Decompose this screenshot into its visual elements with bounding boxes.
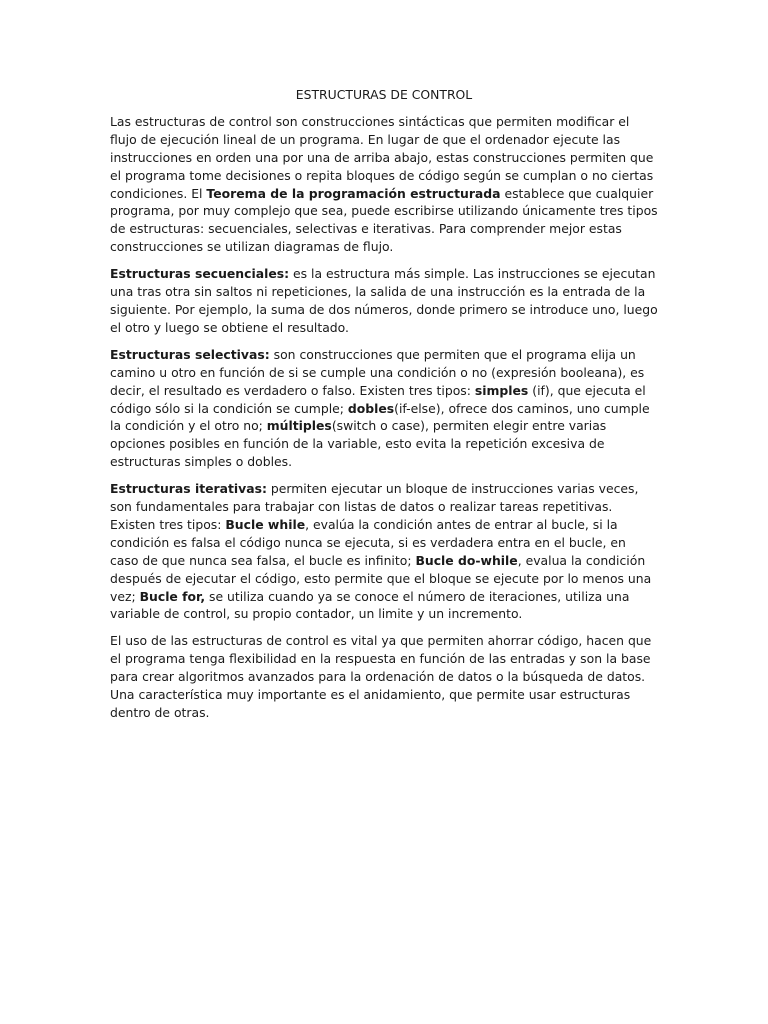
- sequential-heading: Estructuras secuenciales:: [110, 266, 290, 282]
- document-body: [110, 86, 658, 731]
- iterative-text-2: , evalúa la condición antes de entrar al bucle, si la condición es falsa el código nunca se ejecuta, si es verdadera entra en el bucle, en caso de que nunca sea falsa, el bucle es infinito;: [110, 516, 626, 568]
- iterative-bold-for: Bucle for,: [139, 588, 206, 604]
- intro-paragraph: [110, 113, 658, 256]
- iterative-text-4: se utiliza cuando ya se conoce el número de iteraciones, utiliza una variable de control, su propio contador, un limite y un incremento.: [110, 588, 630, 622]
- iterative-heading: Estructuras iterativas:: [110, 481, 267, 497]
- intro-text-1: Las estructuras de control son construcciones sintácticas que permiten modificar el flujo de ejecución lineal de un programa. En lugar de que el ordenador ejecute las instrucciones en orden una por una de arriba abajo, estas construcciones permiten que el programa tome decisiones o repita bloques de código según se cumplan o no ciertas condiciones. El: [110, 113, 654, 201]
- iterative-text-1: permiten ejecutar un bloque de instrucciones varias veces, son fundamentales para trabajar con listas de datos o realizar tareas repetitivas. Existen tres tipos:: [110, 481, 639, 532]
- selective-text-1: son construcciones que permiten que el programa elija un camino u otro en función de si se cumple una condición o no (expresión booleana), es decir, el resultado es verdadero o falso. Existen tres tipos:: [110, 346, 645, 398]
- sequential-text: es la estructura más simple. Las instrucciones se ejecutan una tras otra sin saltos ni repeticiones, la salida de una instrucción es la entrada de la siguiente. Por ejemplo, la suma de dos números, donde primero se introduce uno, luego el otro y luego se obtiene el resultado.: [110, 266, 658, 335]
- iterative-paragraph: [110, 480, 658, 623]
- selective-bold-dobles: dobles: [347, 400, 395, 416]
- iterative-bold-while: Bucle while: [225, 516, 306, 532]
- document-title: ESTRUCTURAS DE CONTROL: [295, 87, 473, 102]
- sequential-paragraph: [110, 265, 658, 337]
- selective-bold-multiples: múltiples: [266, 418, 332, 434]
- selective-paragraph: [110, 346, 658, 471]
- conclusion-paragraph: [110, 632, 658, 722]
- iterative-bold-do-while: Bucle do-while: [415, 552, 518, 568]
- selective-text-2: (if), que ejecuta el código sólo si la condición se cumple;: [110, 382, 646, 416]
- selective-heading: Estructuras selectivas:: [110, 346, 270, 362]
- selective-text-4: (switch o case), permiten elegir entre varias opciones posibles en función de la variable, esto evita la repetición excesiva de estructuras simples o dobles.: [110, 418, 607, 470]
- selective-bold-simples: simples: [474, 382, 529, 398]
- intro-bold-theorem: Teorema de la programación estructurada: [206, 185, 501, 201]
- conclusion-text: El uso de las estructuras de control es vital ya que permiten ahorrar código, hacen que el programa tenga flexibilidad en la respuesta en función de las entradas y son la base para crear algoritmos avanzados para la ordenación de datos o la búsqueda de datos. Una característica muy importante es el anidamiento, que permite usar estructuras dentro de otras.: [110, 633, 652, 720]
- selective-text-3: (if-else), ofrece dos caminos, uno cumple la condición y el otro no;: [110, 400, 650, 434]
- intro-text-2: establece que cualquier programa, por muy complejo que sea, puede escribirse utilizando únicamente tres tipos de estructuras: secuenciales, selectivas e iterativas. Para comprender mejor estas construcciones se utilizan diagramas de flujo.: [110, 185, 658, 255]
- iterative-text-3: , evalua la condición después de ejecutar el código, esto permite que el bloque se ejecute por lo menos una vez;: [110, 552, 652, 604]
